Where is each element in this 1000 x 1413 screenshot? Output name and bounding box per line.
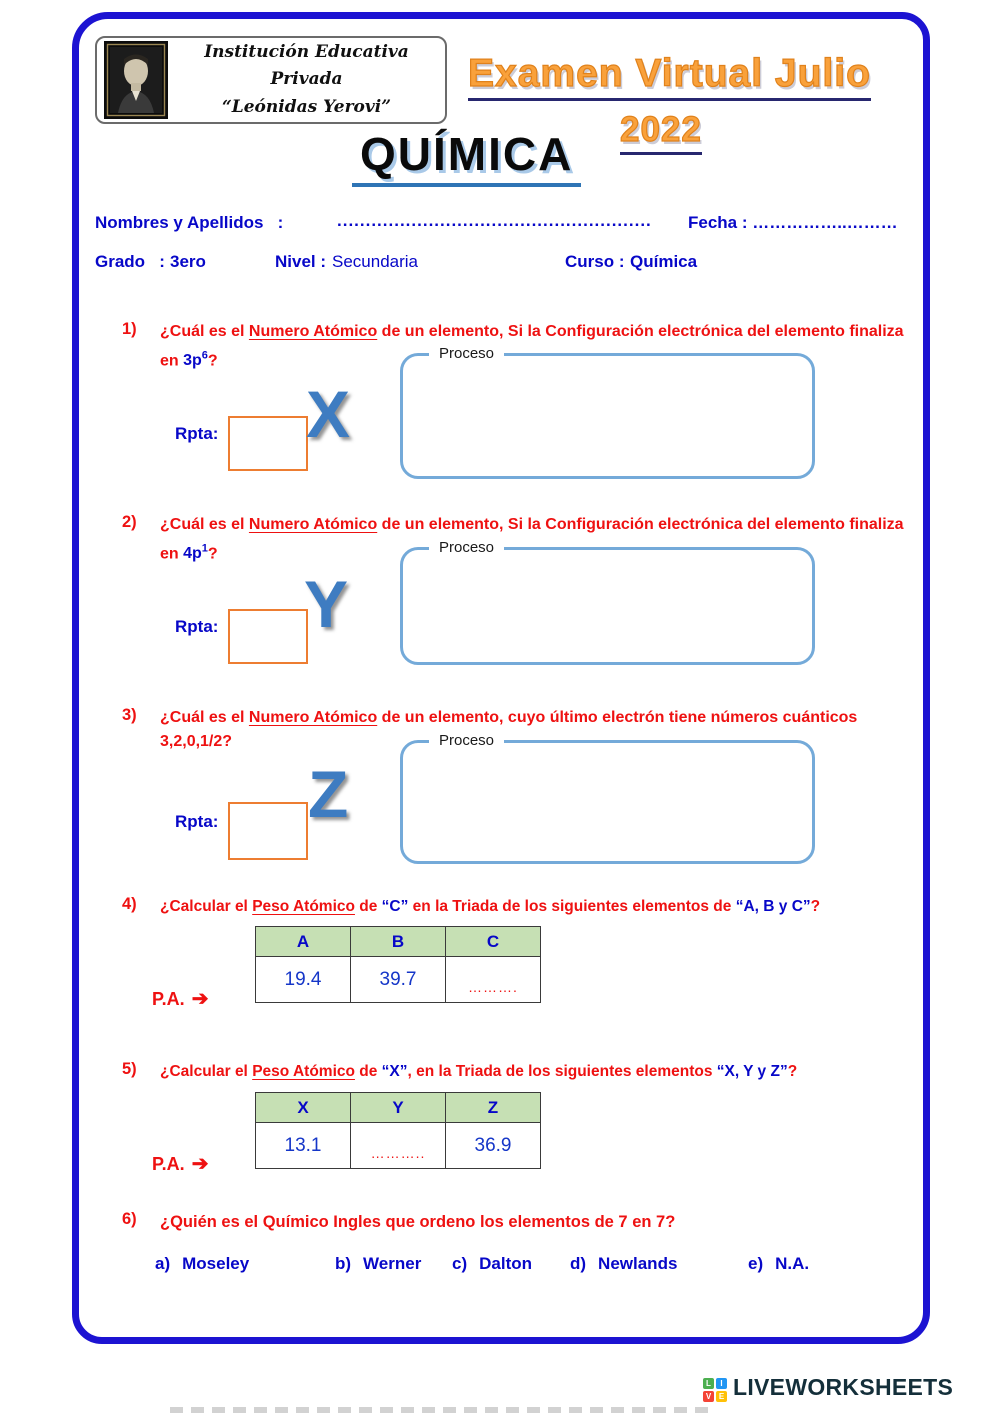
element-letter-x: X — [306, 377, 351, 451]
school-name — [168, 39, 445, 121]
text-segment: ? — [787, 1063, 798, 1080]
element-ref: “C” — [381, 898, 409, 915]
rpta-label-2: Rpta: — [175, 617, 219, 636]
option-c[interactable] — [452, 1254, 532, 1274]
pa-text: P.A. — [152, 1154, 185, 1174]
superscript: 6 — [201, 350, 208, 362]
answer-box-1[interactable] — [228, 416, 308, 471]
triada-table-xyz — [255, 1092, 541, 1169]
question-1-number: 1) — [122, 320, 137, 338]
school-logo-box — [95, 36, 447, 124]
text-segment: ¿Cuál es el — [160, 709, 249, 726]
table-value-a: 19.4 — [256, 957, 351, 1003]
text-segment-underlined: Numero Atómico — [248, 323, 378, 340]
option-text: Newlands — [598, 1254, 678, 1273]
text-segment-underlined: Numero Atómico — [248, 516, 378, 533]
option-a[interactable] — [155, 1254, 249, 1274]
table-header-x: X — [256, 1093, 351, 1123]
rpta-label-1: Rpta: — [175, 424, 219, 443]
table-header-z: Z — [446, 1093, 541, 1123]
school-name-line2: “Leónidas Yerovi” — [222, 96, 391, 117]
text-segment: 3p — [183, 352, 202, 370]
option-e[interactable] — [748, 1254, 809, 1274]
question-6-number: 6) — [122, 1210, 137, 1228]
text-segment: ¿Calcular el — [160, 898, 253, 915]
text-segment: 4p — [183, 545, 202, 563]
text-segment-underlined: Peso Atómico — [252, 898, 355, 915]
electron-config-term — [183, 545, 208, 562]
option-text: Moseley — [182, 1254, 250, 1273]
next-page-cropped-text — [170, 1407, 710, 1413]
element-letter-y: Y — [304, 567, 349, 641]
proceso-box-2[interactable] — [400, 539, 815, 665]
option-letter: b) — [335, 1254, 352, 1273]
question-4-text — [160, 895, 820, 919]
question-5-number: 5) — [122, 1060, 137, 1078]
answer-blank-cell-y[interactable]: ……….. — [351, 1123, 446, 1169]
logo-square-e: E — [716, 1391, 727, 1402]
option-letter: e) — [748, 1254, 764, 1273]
pa-label-1 — [152, 986, 208, 1011]
text-segment: , en la Triada de los siguientes elementos — [407, 1063, 717, 1080]
text-segment: de — [354, 1063, 382, 1080]
electron-config-term — [183, 352, 208, 369]
table-header-b: B — [351, 927, 446, 957]
option-letter: c) — [452, 1254, 468, 1273]
table-value-b: 39.7 — [351, 957, 446, 1003]
question-5-text — [160, 1060, 797, 1084]
level-value: Secundaria — [332, 252, 419, 271]
text-segment: ¿Cuál es el — [160, 323, 249, 340]
table-header-y: Y — [351, 1093, 446, 1123]
course-label: Curso : — [565, 252, 625, 271]
logo-square-i: I — [716, 1378, 727, 1389]
option-d[interactable] — [570, 1254, 677, 1274]
table-value-z: 36.9 — [446, 1123, 541, 1169]
logo-square-l: L — [703, 1378, 714, 1389]
exam-title: Examen Virtual Julio — [468, 52, 871, 101]
text-segment: de — [354, 898, 382, 915]
elements-ref: “A, B y C” — [735, 898, 811, 915]
proceso-label: Proceso — [429, 732, 504, 749]
question-6-text: ¿Quién es el Químico Ingles que ordeno los elementos de 7 en 7? — [160, 1213, 676, 1231]
elements-ref: “X, Y y Z” — [716, 1063, 788, 1080]
element-letter-z: Z — [308, 757, 349, 831]
portrait-image — [104, 41, 168, 119]
proceso-label: Proceso — [429, 345, 504, 362]
text-segment: ¿Cuál es el — [160, 516, 249, 533]
text-segment-underlined: Numero Atómico — [248, 709, 378, 726]
logo-square-v: V — [703, 1391, 714, 1402]
pa-text: P.A. — [152, 989, 185, 1009]
pa-label-2 — [152, 1151, 208, 1176]
table-header-a: A — [256, 927, 351, 957]
school-name-line1: Institución Educativa Privada — [204, 42, 409, 90]
text-segment: ? — [207, 545, 218, 563]
text-segment: de un elemento, Si la Configuración electrónica del elemento finaliza en — [160, 323, 904, 370]
question-4-number: 4) — [122, 895, 137, 913]
question-2-number: 2) — [122, 513, 137, 531]
arrow-icon: ➔ — [191, 988, 209, 1010]
text-segment: ¿Calcular el — [160, 1063, 253, 1080]
school-founder-portrait — [104, 41, 168, 119]
proceso-box-1[interactable] — [400, 345, 815, 479]
proceso-label: Proceso — [429, 539, 504, 556]
arrow-icon: ➔ — [191, 1153, 209, 1175]
level-label: Nivel : — [275, 252, 327, 271]
names-blank-field[interactable]: ....................................................... — [337, 211, 652, 230]
proceso-box-3[interactable] — [400, 732, 815, 864]
triada-table-abc — [255, 926, 541, 1003]
superscript: 1 — [201, 543, 208, 555]
answer-box-3[interactable] — [228, 802, 308, 860]
answer-blank-cell-c[interactable]: ………. — [446, 957, 541, 1003]
date-field[interactable]: Fecha : ……………..……… — [688, 213, 898, 232]
quantum-numbers: 3,2,0,1/2? — [160, 733, 233, 750]
option-text: N.A. — [775, 1254, 810, 1273]
option-letter: a) — [155, 1254, 171, 1273]
exam-year: 2022 — [620, 110, 702, 155]
text-segment: de un elemento, Si la Configuración electrónica del elemento finaliza en — [160, 516, 904, 563]
element-ref: “X” — [381, 1063, 408, 1080]
course-value: Química — [630, 252, 698, 271]
grade-value: 3ero — [170, 252, 206, 271]
option-letter: d) — [570, 1254, 587, 1273]
text-segment: ? — [207, 352, 218, 370]
grade-label: Grado : — [95, 252, 165, 271]
liveworksheets-brand[interactable]: LIVEWORKSHEETS — [733, 1374, 954, 1400]
text-segment: ? — [810, 898, 821, 915]
names-label: Nombres y Apellidos : — [95, 213, 284, 232]
answer-box-2[interactable] — [228, 609, 308, 664]
option-b[interactable] — [335, 1254, 421, 1274]
text-segment-underlined: Peso Atómico — [252, 1063, 355, 1080]
option-text: Werner — [363, 1254, 422, 1273]
subject-title: QUÍMICA — [352, 127, 581, 187]
text-segment: en la Triada de los siguientes elementos de — [408, 898, 736, 915]
table-value-x: 13.1 — [256, 1123, 351, 1169]
table-header-c: C — [446, 927, 541, 957]
rpta-label-3: Rpta: — [175, 812, 219, 831]
text-segment: de un elemento, cuyo último electrón tiene números cuánticos — [377, 709, 858, 726]
question-3-number: 3) — [122, 706, 137, 724]
option-text: Dalton — [479, 1254, 533, 1273]
liveworksheets-logo-icon — [703, 1378, 729, 1404]
